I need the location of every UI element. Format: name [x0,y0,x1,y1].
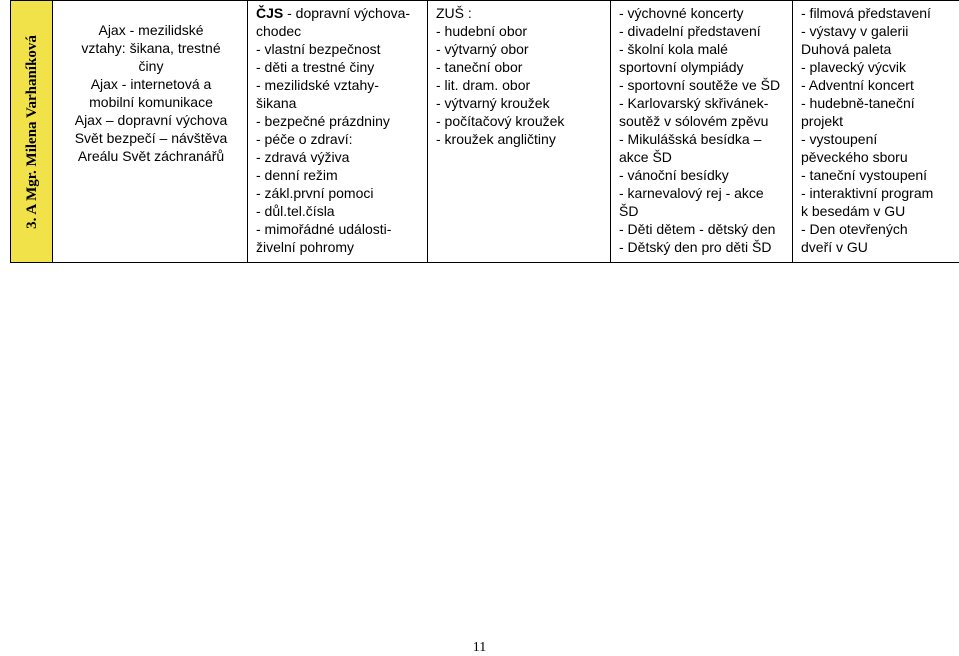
list-item: ŠD [619,202,786,220]
list-item: - mezilidské vztahy- [256,76,421,94]
list-item: dveří v GU [801,238,953,256]
list-item: Ajax - mezilidské [61,21,241,39]
list-item: - Adventní koncert [801,76,953,94]
list-item: k besedám v GU [801,202,953,220]
list-item: - vlastní bezpečnost [256,40,421,58]
list-item: chodec [256,22,421,40]
list-item: - lit. dram. obor [436,76,604,94]
list-item: - hudebně-taneční [801,94,953,112]
list-item: - hudební obor [436,22,604,40]
list-item: Ajax - internetová a [61,75,241,93]
list-item: - Den otevřených [801,220,953,238]
list-item: Duhová paleta [801,40,953,58]
list-item: Areálu Svět záchranářů [61,147,241,165]
list-item: - bezpečné prázdniny [256,112,421,130]
list-item: - interaktivní program [801,184,953,202]
activities-table [10,0,959,263]
list-item: - sportovní soutěže ve ŠD [619,76,786,94]
table-row [11,1,959,263]
list-item: - výchovné koncerty [619,4,786,22]
list-item: ZUŠ : [436,4,604,22]
list-item: - taneční vystoupení [801,166,953,184]
list-item: akce ŠD [619,148,786,166]
list-item: vztahy: šikana, trestné [61,39,241,57]
list-item: - Dětský den pro děti ŠD [619,238,786,256]
list-item: Svět bezpečí – návštěva [61,129,241,147]
list-item: - péče o zdraví: [256,130,421,148]
list-item: - taneční obor [436,58,604,76]
list-item: Ajax – dopravní výchova [61,111,241,129]
list-item: mobilní komunikace [61,93,241,111]
cultural-events-cell [793,1,959,263]
ajax-programs-cell [53,1,248,263]
zus-programs-cell [428,1,611,263]
list-item: sportovní olympiády [619,58,786,76]
list-item: - divadelní představení [619,22,786,40]
list-item: - důl.tel.čísla [256,202,421,220]
page-number: 11 [0,640,959,656]
list-item: - kroužek angličtiny [436,130,604,148]
list-item: - Mikulášská besídka – [619,130,786,148]
list-item: pěveckého sboru [801,148,953,166]
list-item: - počítačový kroužek [436,112,604,130]
list-item: činy [61,57,241,75]
list-item: - děti a trestné činy [256,58,421,76]
list-item: - zdravá výživa [256,148,421,166]
teacher-class-label: 3. A Mgr. Milena Varhaníková [23,35,41,229]
list-item: - školní kola malé [619,40,786,58]
list-item: - karnevalový rej - akce [619,184,786,202]
list-item: - Karlovarský skřivánek- [619,94,786,112]
list-item: soutěž v sólovém zpěvu [619,112,786,130]
list-item: - filmová představení [801,4,953,22]
list-item: - denní režim [256,166,421,184]
list-item: - plavecký výcvik [801,58,953,76]
list-item: - vánoční besídky [619,166,786,184]
cjs-heading-rest: - dopravní výchova- [283,5,410,21]
list-item: projekt [801,112,953,130]
cjs-topic-list [256,22,421,256]
list-item: - zákl.první pomoci [256,184,421,202]
activities-table-wrap [10,0,959,263]
list-item: - výtvarný obor [436,40,604,58]
teacher-class-cell [11,1,53,263]
list-item: šikana [256,94,421,112]
list-item: - výtvarný kroužek [436,94,604,112]
list-item: - mimořádné události- [256,220,421,238]
school-events-cell [611,1,793,263]
list-item: - vystoupení [801,130,953,148]
cjs-topics-cell [248,1,428,263]
cjs-heading-line [256,4,421,22]
cjs-heading-bold: ČJS [256,5,283,21]
list-item: - Děti dětem - dětský den [619,220,786,238]
list-item: živelní pohromy [256,238,421,256]
list-item: - výstavy v galerii [801,22,953,40]
